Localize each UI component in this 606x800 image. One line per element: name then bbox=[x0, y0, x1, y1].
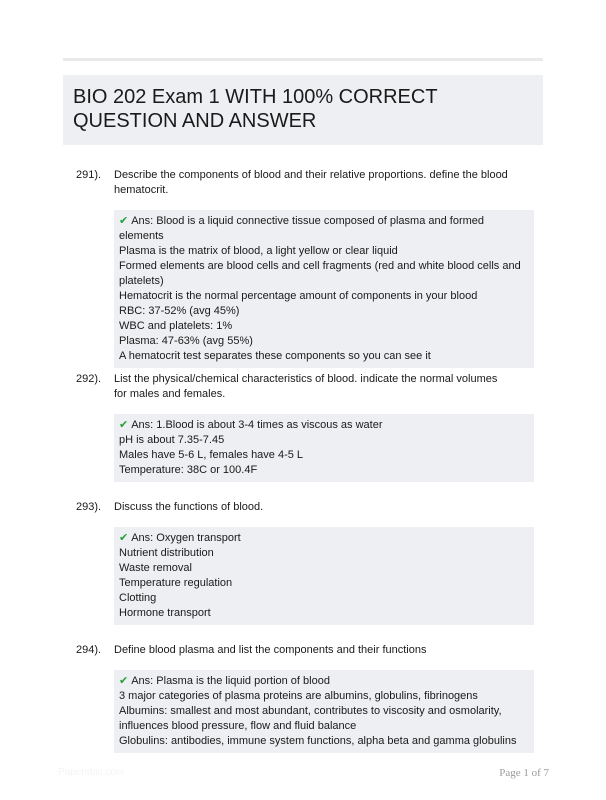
top-rule bbox=[63, 58, 543, 61]
answer-line: A hematocrit test separates these components so you can see it bbox=[119, 350, 431, 362]
question-number: 293). bbox=[76, 501, 102, 513]
question-text: List the physical/chemical characteristics of blood. indicate the normal volumes for males and females. bbox=[114, 373, 498, 400]
answer-line: ✔ Ans: Blood is a liquid connective tissue composed of plasma and formed elements bbox=[119, 215, 485, 242]
document-title bbox=[73, 85, 533, 133]
answer-line: Globulins: antibodies, immune system functions, alpha beta and gamma globulins bbox=[119, 735, 517, 747]
answer-line: Hormone transport bbox=[119, 607, 211, 619]
check-icon: ✔ bbox=[119, 419, 129, 431]
answer-line: Temperature: 38C or 100.4F bbox=[119, 464, 258, 476]
question-text: Define blood plasma and list the components and their functions bbox=[114, 644, 427, 656]
question-block bbox=[63, 643, 543, 753]
answer-line: Males have 5-6 L, females have 4-5 L bbox=[119, 449, 304, 461]
question-block bbox=[63, 372, 543, 482]
question-text: Describe the components of blood and their relative proportions. define the blood hematocrit. bbox=[114, 169, 508, 196]
check-icon: ✔ bbox=[119, 532, 129, 544]
title-line-2: QUESTION AND ANSWER bbox=[73, 110, 317, 132]
answer-line: RBC: 37-52% (avg 45%) bbox=[119, 305, 240, 317]
answer-line: ✔ Ans: Oxygen transport bbox=[119, 532, 241, 544]
answer-line: Albumins: smallest and most abundant, contributes to viscosity and osmolarity, influences blood pressure, flow and fluid balance bbox=[119, 705, 502, 732]
answer-line: Plasma is the matrix of blood, a light yellow or clear liquid bbox=[119, 245, 398, 257]
answer-line: Plasma: 47-63% (avg 55%) bbox=[119, 335, 253, 347]
answer-box bbox=[114, 210, 534, 368]
answer-box bbox=[114, 414, 534, 482]
answer-line: ✔ Ans: Plasma is the liquid portion of blood bbox=[119, 675, 330, 687]
question-block bbox=[63, 500, 543, 625]
question-block bbox=[63, 168, 543, 368]
answer-line: Temperature regulation bbox=[119, 577, 233, 589]
question-number: 294). bbox=[76, 644, 102, 656]
title-line-1: BIO 202 Exam 1 WITH 100% CORRECT bbox=[73, 86, 438, 108]
answer-box bbox=[114, 670, 534, 753]
question-text: Discuss the functions of blood. bbox=[114, 501, 264, 513]
answer-line: Nutrient distribution bbox=[119, 547, 214, 559]
answer-line: ✔ Ans: 1.Blood is about 3-4 times as viscous as water bbox=[119, 419, 383, 431]
answer-box bbox=[114, 527, 534, 625]
answer-line: pH is about 7.35-7.45 bbox=[119, 434, 225, 446]
check-icon: ✔ bbox=[119, 675, 129, 687]
footer-watermark: Papersbic.com bbox=[58, 767, 125, 778]
question-number: 292). bbox=[76, 373, 102, 385]
page-indicator: Page 1 of 7 bbox=[499, 767, 549, 779]
answer-line: 3 major categories of plasma proteins are albumins, globulins, fibrinogens bbox=[119, 690, 478, 702]
check-icon: ✔ bbox=[119, 215, 129, 227]
answer-line: Hematocrit is the normal percentage amount of components in your blood bbox=[119, 290, 478, 302]
question-number: 291). bbox=[76, 169, 102, 181]
answer-line: Formed elements are blood cells and cell fragments (red and white blood cells and platelets) bbox=[119, 260, 521, 287]
answer-line: Waste removal bbox=[119, 562, 192, 574]
answer-line: Clotting bbox=[119, 592, 157, 604]
document-title-box bbox=[63, 75, 543, 145]
answer-line: WBC and platelets: 1% bbox=[119, 320, 233, 332]
